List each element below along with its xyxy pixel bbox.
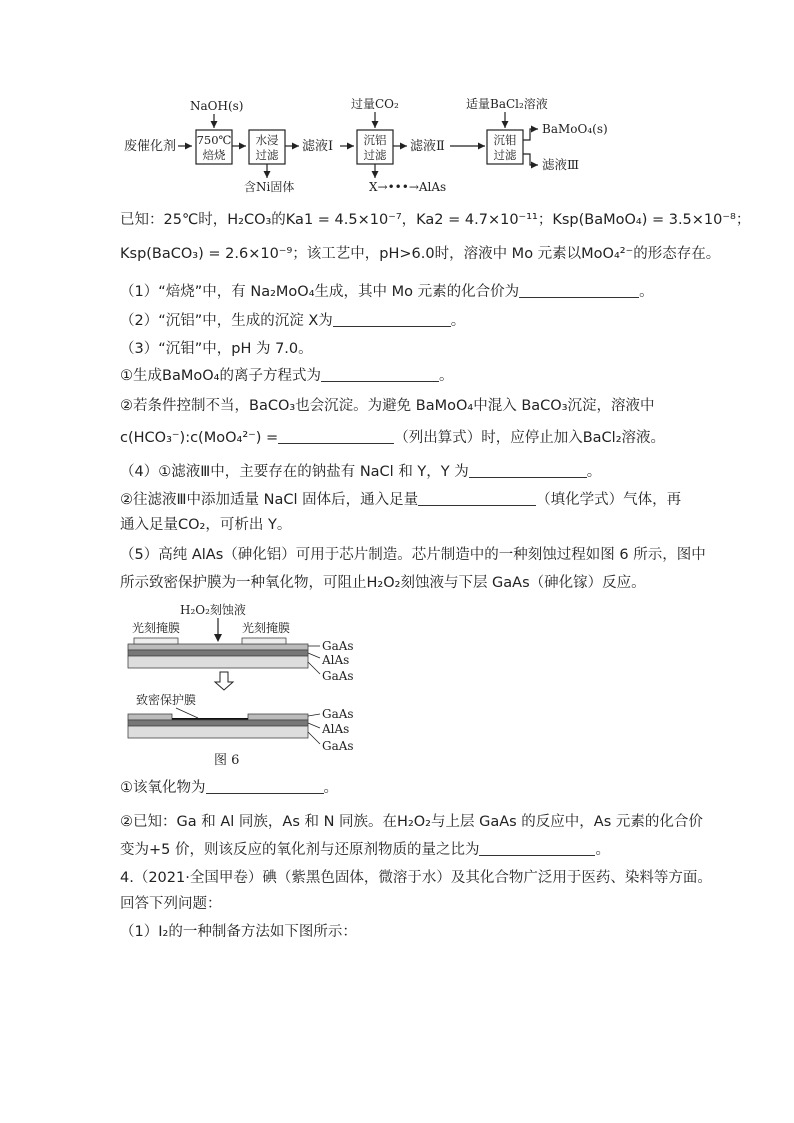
question-4-2-suffix: （填化学式）气体，再 [536,492,682,508]
question-5-line1: （5）高纯 AlAs（砷化铝）可用于芯片制造。芯片制造中的一种刻蚀过程如图 6 所示，图中 [120,547,706,563]
co2-label: 过量CO₂ [351,97,399,111]
layer-mid2-label: AlAs [322,722,350,736]
bamoo4-output-label: BaMoO₄(s) [542,122,608,136]
mask-right-label: 光刻掩膜 [242,621,291,635]
period: 。 [450,313,466,329]
x-to-alas-label: X→•••→AlAs [369,180,447,194]
question-4-2-line2: 通入足量CO₂，可析出 Y。 [120,517,292,533]
mask-left [134,638,178,644]
al-precip-line2: 过滤 [363,148,387,162]
period: 。 [639,284,654,300]
question-3-1 [120,366,453,386]
figure-caption: 图 6 [214,753,240,768]
roast-line1: 750℃ [196,133,232,147]
question-2 [120,311,465,331]
protective-film-label: 致密保护膜 [136,693,197,707]
answer-blank-2[interactable] [333,312,451,327]
question-5-2-line2 [120,840,610,860]
problem-4-line2: 回答下列问题： [120,896,222,912]
remaining-gaas-left [128,714,172,720]
known-line-2: Ksp(BaCO₃) = 2.6×10⁻⁹；该工艺中，pH>6.0时，溶液中 Mo 元素以MoO₄²⁻的形态存在。 [120,246,721,262]
answer-blank-1[interactable] [519,283,639,298]
ratio-expression: c(HCO₃⁻):c(MoO₄²⁻) = [120,430,279,446]
answer-blank-4-2[interactable] [418,491,536,506]
period: 。 [438,368,454,384]
lower-gaas-layer-2 [128,726,308,738]
mask-left-label: 光刻掩膜 [132,621,181,635]
ni-solid-label: 含Ni固体 [244,180,295,194]
alas-layer-2 [128,720,308,726]
answer-blank-4-1[interactable] [469,463,587,478]
question-3-1-text: ①生成BaMoO₄的离子方程式为 [120,368,321,384]
question-5-2-text: 变为+5 价，则该反应的氧化剂与还原剂物质的量之比为 [120,842,480,858]
answer-blank-5-1[interactable] [206,779,324,794]
layer-mid1-label: AlAs [322,653,350,667]
question-4-1-text: （4）①滤液Ⅲ中，主要存在的钠盐有 NaCl 和 Y，Y 为 [120,464,469,480]
mo-precip-line2: 过滤 [493,148,517,162]
lower-gaas-layer [128,656,308,668]
problem-4-line1: 4.（2021·全国甲卷）碘（紫黑色固体，微溶于水）及其化合物广泛用于医药、染料等方面。 [120,870,712,886]
question-5-line2: 所示致密保护膜为一种氧化物，可阻止H₂O₂刻蚀液与下层 GaAs（砷化镓）反应。 [120,575,646,591]
process-flowchart [110,92,630,200]
layer-top2-label: GaAs [322,707,354,721]
question-2-text: （2）“沉铝”中，生成的沉淀 X为 [120,313,333,329]
filtrate2-label: 滤液Ⅱ [410,139,445,154]
layer-bot2-label: GaAs [322,739,354,753]
period: 。 [586,464,602,480]
bacl2-label: 适量BaCl₂溶液 [466,97,548,111]
filtrate3-label: 滤液Ⅲ [542,157,580,172]
question-4-2-text: ②往滤液Ⅲ中添加适量 NaCl 固体后，通入足量 [120,492,419,508]
answer-blank-3-1[interactable] [321,367,439,382]
question-1-text: （1）“焙烧”中，有 Na₂MoO₄生成，其中 Mo 元素的化合价为 [120,284,520,300]
layer-bot1-label: GaAs [322,669,354,683]
question-1 [120,282,654,302]
question-3-2-line2 [120,428,665,448]
question-5-1-text: ①该氧化物为 [120,780,206,796]
period: 。 [323,780,338,796]
question-4-2-line1 [120,490,681,510]
period: 。 [595,842,610,858]
alas-layer [128,650,308,656]
question-5-1 [120,778,338,798]
roast-line2: 焙烧 [202,148,226,162]
figure-6-etching-diagram [118,598,378,770]
upper-gaas-layer [128,644,308,650]
input-label: 废催化剂 [124,139,177,154]
al-precip-line1: 沉铝 [363,133,387,147]
question-3-2-line1: ②若条件控制不当，BaCO₃也会沉淀。为避免 BaMoO₄中混入 BaCO₃沉淀，溶液中 [120,398,655,414]
question-3: （3）“沉钼”中，pH 为 7.0。 [120,341,313,357]
answer-blank-5-2[interactable] [479,841,595,856]
remaining-gaas-right [248,714,308,720]
leach-line2: 过滤 [255,148,279,162]
known-line-1: 已知：25℃时，H₂CO₃的Ka1 = 4.5×10⁻⁷，Ka2 = 4.7×10⁻¹¹；Ksp(BaMoO₄) = 3.5×10⁻⁸； [120,212,751,228]
problem-4-q1: （1）I₂的一种制备方法如下图所示： [120,924,357,940]
mo-precip-line1: 沉钼 [493,133,517,147]
filtrate1-label: 滤液Ⅰ [302,139,334,154]
question-5-2-line1: ②已知：Ga 和 Al 同族，As 和 N 同族。在H₂O₂与上层 GaAs 的反应中，As 元素的化合价 [120,814,703,830]
question-3-2-suffix: （列出算式）时，应停止加入BaCl₂溶液。 [394,430,666,446]
answer-blank-3-2[interactable] [278,429,394,444]
layer-top1-label: GaAs [322,639,354,653]
naoh-label: NaOH(s) [190,99,244,113]
mask-right [242,638,286,644]
question-4-1 [120,462,601,482]
etchant-label: H₂O₂刻蚀液 [180,603,246,617]
leach-line1: 水浸 [255,133,279,147]
